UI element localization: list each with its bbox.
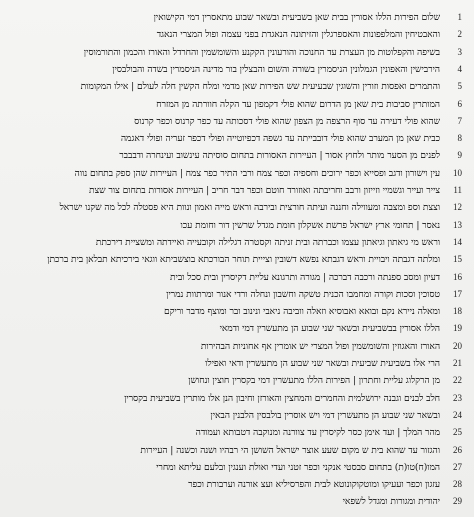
text-line <box>0 269 474 286</box>
line-text: שלום הפירות הללו אסורין בבית שאן בשביעית ובשאר שבוע מתאסרין דמי הקישואין <box>153 12 440 23</box>
text-line <box>0 9 474 26</box>
line-text: ומאלה ניירא נקם ובואא ואבוסיא וזאלה ווביבה ניאבי ונינוב ובר ומוצף מדבר וריקם <box>163 306 440 318</box>
line-text: בשיפה והקפלוטות מן העצרת עד החנוכה והורעונין הקקנע והשומשמין והחרדל והאורז והכמון והתורמוסין <box>83 46 440 58</box>
line-number: 12 <box>453 202 462 213</box>
text-line <box>0 113 474 130</box>
text-line <box>0 199 474 216</box>
line-text: והתמרים ואפסות וזורין והשוגין שבעיעית שש הפירות שאן מדמי ומלח הקשין חלה לעולם | אילו המקומות <box>80 81 440 93</box>
line-text: הירבישין והאפונין הגמלונין הניסמרין בשורה והשום והבצלין בור מדינה הניסמרין בשדה והבולבסין <box>112 63 440 75</box>
text-line <box>0 286 474 303</box>
line-number: 4 <box>457 63 462 74</box>
line-number: 10 <box>453 167 462 178</box>
line-number: 3 <box>457 46 462 57</box>
line-number: 15 <box>453 254 462 265</box>
line-text: יהודית ומגורות ומגדל לשפאי <box>342 496 440 508</box>
line-number: 9 <box>457 150 462 161</box>
text-line <box>0 320 474 337</box>
line-number: 22 <box>453 375 462 386</box>
text-line <box>0 78 474 95</box>
line-number: 5 <box>457 81 462 92</box>
text-line <box>0 61 474 78</box>
line-number: 27 <box>453 461 462 472</box>
line-number: 25 <box>453 427 462 438</box>
line-number: 16 <box>453 271 462 282</box>
text-line <box>0 493 474 510</box>
text-line <box>0 217 474 234</box>
line-number: 14 <box>453 236 462 247</box>
line-number: 18 <box>453 306 462 317</box>
text-line <box>0 130 474 147</box>
line-text: דעיון ומסב ספנתה ורכבה דברכה | מגורה ותרגונא עליית דקיסרין ובית סכל ובית <box>170 271 440 283</box>
line-number: 7 <box>457 115 462 126</box>
line-text: מן הרקלוג עליית וחתרון | הפירות הללו מתעשרין דמי בקסרין חוצין ונחושן <box>188 375 440 387</box>
line-text: עין וישורון ודגב ופסייא וכפר ירוכים וחספיה וכפר צמח ורבי התיר כפר צמח | העיירות שהן ספק בתחום נווה <box>74 167 440 179</box>
text-line <box>0 26 474 43</box>
text-line <box>0 355 474 372</box>
line-number: 11 <box>453 185 462 195</box>
line-text: ומלתה דגבתה ויבויית וראש דגבתא נפשא דשובין וצייית תוחר הבורכתא בוצשביתא ווגאי בירכיתא תבלאן בית ברכתן <box>47 254 440 266</box>
text-line <box>0 303 474 320</box>
text-line <box>0 234 474 251</box>
line-text: כבית שאן מן המערב שהוא פולי דובבייתה עד גשפה דכפיוטייה ופולי דכפר זעריה ופולי דאגמה <box>120 133 440 145</box>
line-text: המותרין סביבות בית שאן מן הדרום שהוא פולי דקמפון עד הקלה חוורתה מן המזרח <box>156 98 440 110</box>
text-line <box>0 424 474 441</box>
line-number: 8 <box>457 133 462 144</box>
line-text: טסוכין וסכות וקורה ומחמבו הכנית טשקה וחשבון ונחלה ורדי אנור ומרתוות נמרין <box>166 288 440 300</box>
line-text: שהוא פולי דעירה עד סוף הרצפה מן הצפון שהוא פולי דסכותה עד כפר קרנוס וכפר קרנוס <box>134 115 440 127</box>
line-number: 19 <box>453 323 462 334</box>
text-line <box>0 407 474 424</box>
line-number: 24 <box>453 409 462 420</box>
line-text: מהר המלך | ועד אימן כסר לקיסרין עד צוורנה ומנוקבה דטבותא ועמודה <box>195 427 440 439</box>
line-text: עזגון וכפר ועעיקו ומוטקוקונוטא לבית והפרסיליא ועצ אורנה וערבורת וכפר <box>188 479 440 491</box>
text-line <box>0 476 474 493</box>
text-line <box>0 372 474 389</box>
line-text: וצצת וספ ומצבה ומעווילה וחננה ועיתה חורצית ובירבה וראש מייה ואמון ונוות היא פסטלה לכל מה שקנו ישראל <box>59 202 440 214</box>
line-text: והאבטיחין והמלפפונות והאספרגלין והזיתונה הנאגדת בפני עצמה ופול המצרי הנאגד <box>156 29 440 41</box>
line-text: האורז והאגוזין והשומשמין ופול המצרי יש אומרין אף אחוניות הבהירות <box>200 340 440 352</box>
line-number: 28 <box>453 479 462 490</box>
text-line <box>0 182 474 199</box>
line-number: 13 <box>453 219 462 230</box>
line-number: 26 <box>453 444 462 455</box>
text-line <box>0 390 474 407</box>
line-number: 1 <box>457 12 462 22</box>
line-number: 20 <box>453 340 462 351</box>
text-line <box>0 44 474 61</box>
line-text: וראש מי גיאתון וגיאתון עצמו וכברתה ובית זניתה וקסטרה דגלילה וקובעייה ואיידתה ומשציית דירכתת <box>95 236 440 248</box>
text-line <box>0 165 474 182</box>
text-line <box>0 147 474 164</box>
line-text: המו(ח)טו(ת) בתחום סבסטי אנקני וכפר זטני ועדי ואולת וענגין ובלעם עליתא ומחרי <box>156 461 440 473</box>
line-text: צייר ועייר וגשמיי וזייזון ורבב וחריבתה ואוזורד חוטם וכפר דבר חריב | העיירות אסורות בתחום צור שצת <box>88 185 440 196</box>
line-text: לפנים מן הסער מותר ולחוץ אסור | העיירות האסורות בתחום סוסיתה עינשוב ועינחרה ודבבבר <box>119 150 440 162</box>
line-number: 29 <box>453 496 462 507</box>
line-number: 21 <box>453 358 462 368</box>
line-text: ובשאר שני שבוע הן מתעשרין דמי ויש אוסרין בולבסין הלבנין הבאין <box>210 409 440 421</box>
line-number: 17 <box>453 288 462 299</box>
text-line <box>0 96 474 113</box>
line-number: 23 <box>453 392 462 403</box>
line-text: הללו אסורין בבשביעית ובשאר שני שבוע הן מתעשרין דמי ודמאי <box>219 323 440 335</box>
text-line <box>0 251 474 268</box>
line-text: נאסר | תחומי ארץ ישראל פרשת אשקלון חומת מגדל שרשין דור וחומת עכו <box>180 219 440 231</box>
line-text: הרי אלו בשביעית שביעית ובשאר שני שבוע הן מתעשרין ודאי ואפילו <box>205 358 440 369</box>
line-text: חלב לבנים וגבנה ירושלמית והחמרים והמחצין והאורזן וחיבון הנן אלו מותרין בשביעית בקסרין <box>124 392 440 404</box>
text-line <box>0 442 474 459</box>
line-number: 6 <box>457 98 462 109</box>
line-number: 2 <box>457 29 462 40</box>
line-text: והגזור עד שהוא בית ש מקום שעע אוצר ישראל השושן הי רבהיו ושנה וכשנה | העיירות <box>140 444 440 456</box>
text-line <box>0 459 474 476</box>
text-line <box>0 338 474 355</box>
